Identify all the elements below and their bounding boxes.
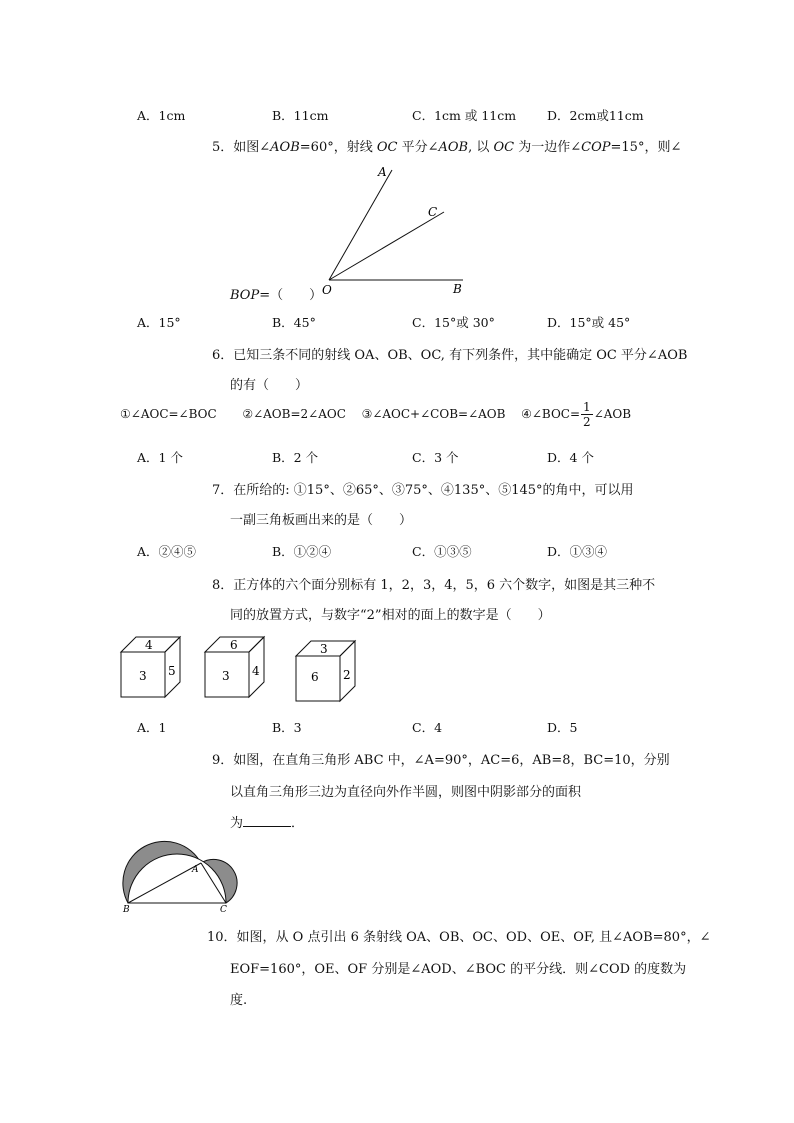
q6-stem-line1: 6．已知三条不同的射线 OA、OB、OC, 有下列条件，其中能确定 OC 平分∠AOB bbox=[212, 348, 688, 363]
q6-option-c: C．3 个 bbox=[412, 450, 459, 465]
q4-option-c: C．1cm 或 11cm bbox=[412, 108, 517, 123]
q6-option-d: D．4 个 bbox=[547, 450, 594, 465]
q8-option-c: C．4 bbox=[412, 720, 443, 735]
q4-option-d: D．2cm或11cm bbox=[547, 108, 644, 123]
q5-stem: 5．如图∠AOB=60°，射线 OC 平分∠AOB, 以 OC 为一边作∠COP=15°，则∠ bbox=[212, 140, 682, 155]
q5-angle-figure bbox=[315, 160, 475, 300]
cube-3-front: 6 bbox=[311, 670, 319, 684]
q8-stem-line2: 同的放置方式，与数字“2”相对的面上的数字是（ ） bbox=[230, 608, 551, 623]
label-a: A bbox=[378, 165, 387, 179]
answer-blank[interactable] bbox=[243, 814, 291, 827]
q5-option-b: B．45° bbox=[272, 315, 316, 330]
cube-1-front: 3 bbox=[139, 669, 147, 683]
q10-stem-line2: EOF=160°，OE、OF 分别是∠AOD、∠BOC 的平分线．则∠COD 的度数为 bbox=[230, 962, 687, 977]
q6-conditions bbox=[120, 400, 631, 429]
ray-oa bbox=[329, 170, 392, 280]
ray-oc bbox=[329, 212, 444, 280]
cube-3 bbox=[293, 638, 363, 704]
cube-2-top: 6 bbox=[230, 638, 238, 652]
q6-option-a: A．1 个 bbox=[137, 450, 183, 465]
q7-option-a: A．②④⑤ bbox=[137, 544, 197, 559]
label-b: B bbox=[453, 282, 462, 296]
q9-stem-line3: 为 ． bbox=[230, 816, 305, 831]
q8-stem-line1: 8．正方体的六个面分别标有 1，2，3，4，5，6 六个数字，如图是其三种不 bbox=[212, 578, 656, 593]
label-c: C bbox=[220, 905, 227, 915]
cube-2 bbox=[202, 634, 272, 700]
q6-condition-3: ③∠AOC+∠COB=∠AOB bbox=[361, 407, 506, 421]
q10-stem-line1: 10．如图，从 O 点引出 6 条射线 OA、OB、OC、OD、OE、OF, 且∠AOB=80°，∠ bbox=[207, 930, 711, 945]
label-a: A bbox=[192, 865, 199, 875]
q9-stem-line2: 以直角三角形三边为直径向外作半圆，则图中阴影部分的面积 bbox=[230, 785, 582, 800]
cube-2-front: 3 bbox=[222, 669, 230, 683]
label-b: B bbox=[123, 905, 130, 915]
q4-option-b: B．11cm bbox=[272, 108, 329, 123]
q9-stem-line1: 9．如图，在直角三角形 ABC 中，∠A=90°，AC=6，AB=8，BC=10，分别 bbox=[212, 753, 670, 768]
q9-semicircle-figure bbox=[118, 840, 248, 915]
q7-option-b: B．①②④ bbox=[272, 544, 332, 559]
q4-option-a: A．1cm bbox=[137, 108, 186, 123]
q5-option-c: C．15°或 30° bbox=[412, 315, 495, 330]
q5-option-d: D．15°或 45° bbox=[547, 315, 631, 330]
q7-option-c: C．①③⑤ bbox=[412, 544, 472, 559]
q6-condition-4: ④∠BOC= $\frac{1}{2}$ ∠AOB bbox=[521, 400, 632, 429]
cube-2-side: 4 bbox=[252, 664, 260, 678]
q6-stem-line2: 的有（ ） bbox=[230, 378, 309, 393]
q8-option-b: B．3 bbox=[272, 720, 302, 735]
q8-option-d: D．5 bbox=[547, 720, 578, 735]
q10-stem-line3: 度. bbox=[230, 993, 248, 1008]
label-c: C bbox=[428, 205, 438, 219]
q6-condition-1: ①∠AOC=∠BOC bbox=[120, 407, 217, 421]
q5-stem-line2: BOP=（ ） bbox=[230, 288, 323, 303]
q7-stem-line2: 一副三角板画出来的是（ ） bbox=[230, 513, 413, 528]
q7-option-d: D．①③④ bbox=[547, 544, 608, 559]
q6-option-b: B．2 个 bbox=[272, 450, 319, 465]
cube-3-side: 2 bbox=[343, 668, 351, 682]
q8-option-a: A．1 bbox=[137, 720, 167, 735]
cube-3-top: 3 bbox=[320, 642, 328, 656]
cube-1-side: 5 bbox=[168, 664, 176, 678]
q7-stem-line1: 7．在所给的: ①15°、②65°、③75°、④135°、⑤145°的角中，可以用 bbox=[212, 483, 634, 498]
fraction-one-half: $\frac{1}{2}$ bbox=[583, 400, 591, 429]
cube-1-top: 4 bbox=[145, 638, 153, 652]
label-o: O bbox=[322, 283, 332, 297]
q5-option-a: A．15° bbox=[137, 315, 181, 330]
cube-1 bbox=[118, 634, 188, 700]
q6-condition-2: ②∠AOB=2∠AOC bbox=[242, 407, 346, 421]
